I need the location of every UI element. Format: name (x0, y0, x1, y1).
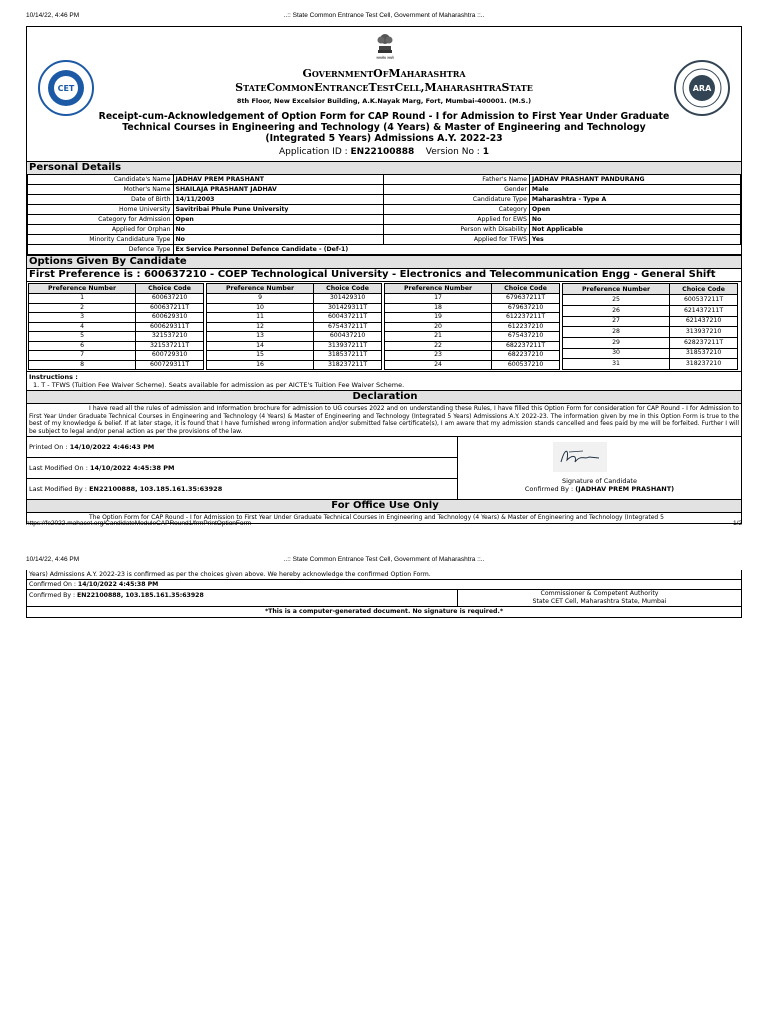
first-preference-label: First Preference is : (29, 269, 141, 280)
printed-on (27, 437, 457, 458)
field-value: JADHAV PREM PRASHANT (173, 175, 384, 185)
table-row (385, 351, 560, 361)
preference-number: 14 (207, 341, 314, 351)
office-confirmed-by-label: Confirmed By : (29, 592, 76, 599)
preference-number: 27 (563, 316, 670, 327)
choice-code: 600537210 (492, 360, 560, 370)
authority-line-1: Commissioner & Competent Authority (540, 590, 659, 597)
field-label: Home University (28, 205, 174, 215)
personal-row (28, 185, 741, 195)
choice-code-header: Choice Code (670, 284, 738, 295)
form-header (27, 27, 741, 161)
version-label: Version No : (425, 147, 480, 157)
field-label: Father's Name (384, 175, 530, 185)
preference-number: 12 (207, 322, 314, 332)
field-value: No (173, 235, 384, 245)
office-text-1: The Option Form for CAP Round - I for Admission to First Year Under Graduate Technical Courses in Engineering and Technology (4 Years) & Master of Engineering and Technology (Integrated 5 (27, 512, 741, 523)
table-row (29, 322, 204, 332)
confirmed-by-candidate (458, 485, 741, 493)
table-row (207, 313, 382, 323)
options-heading: Options Given By Candidate (27, 255, 741, 268)
choice-code: 321537211T (136, 341, 204, 351)
choice-code: 679637210 (492, 303, 560, 313)
declaration-text: I have read all the rules of admission and Information brochure for admission to UG courses 2022 and on understanding these Rules, I have filled this Option Form for consideration for CAP Round - I for Admission to First Year Under Graduate Technical Courses in Engineering and Technology (4 Years) & Master of Engineering and Technology (Integrated 5 Years) Admissions A.Y. 2022-23. The information given by me in this Option Form is true to the best of my knowledge & belief. If at later stage, it is found that I have furnished wrong information and/or submitted false certificate(s), I am aware that my admission stands cancelled and fees paid by me will be forfeited. Further I will be subject to legal and/or penal action as per the provisions of the law. (29, 405, 739, 435)
emblem-caption: सत्यमेव जयते (376, 56, 394, 60)
field-value: JADHAV PRASHANT PANDURANG (529, 175, 740, 185)
ara-logo-text: ARA (692, 84, 712, 93)
declaration-heading: Declaration (27, 390, 741, 403)
defence-value: Ex Service Personnel Defence Candidate - (Def-1) (173, 245, 741, 255)
confirmed-on-value: 14/10/2022 4:45:38 PM (77, 581, 159, 588)
option-form-page-2 (26, 570, 742, 618)
cet-cell-title: StateCommonEntranceTestCell,MaharashtraState (235, 81, 533, 94)
field-label: Applied for Orphan (28, 225, 174, 235)
last-modified-on (27, 458, 457, 479)
choice-code: 628237211T (670, 337, 738, 348)
signature-caption: Signature of Candidate (562, 477, 637, 486)
defence-label: Defence Type (28, 245, 174, 255)
personal-details-heading: Personal Details (27, 161, 741, 174)
field-label: Person with Disability (384, 225, 530, 235)
preference-number-header: Preference Number (563, 284, 670, 295)
choice-code: 600629310 (136, 313, 204, 323)
field-label: Candidate's Name (28, 175, 174, 185)
table-row (207, 332, 382, 342)
table-row (385, 360, 560, 370)
preference-number: 9 (207, 294, 314, 304)
table-row (385, 332, 560, 342)
choice-code: 600637211T (136, 303, 204, 313)
table-row (207, 294, 382, 304)
field-label: Candidature Type (384, 195, 530, 205)
choice-code: 600437210 (314, 332, 382, 342)
table-row (29, 294, 204, 304)
choice-code: 621437211T (670, 305, 738, 316)
personal-row (28, 235, 741, 245)
application-id-line (27, 147, 741, 157)
receipt-title: Receipt-cum-Acknowledgement of Option Form for CAP Round - I for Admission to First Year Under Graduate Technical Courses in Engineering and Technology (4 Years) & Master of Engineering and Technology (Integrated 5 Years) Admissions A.Y. 2022-23 (98, 111, 670, 144)
printed-on-label: Printed On : (29, 443, 68, 452)
preference-number: 6 (29, 341, 136, 351)
choice-code: 301429311T (314, 303, 382, 313)
table-row (563, 316, 738, 327)
preference-grid (27, 281, 741, 371)
choice-code: 318237210 (670, 359, 738, 370)
personal-row (28, 175, 741, 185)
table-row (207, 303, 382, 313)
field-label: Gender (384, 185, 530, 195)
preference-number: 4 (29, 322, 136, 332)
field-value: Savitribai Phule Pune University (173, 205, 384, 215)
last-modified-by (27, 479, 457, 499)
signature-block (458, 437, 741, 499)
preference-table (206, 283, 382, 370)
field-value: No (173, 225, 384, 235)
address: 8th Floor, New Excelsior Building, A.K.Nayak Marg, Fort, Mumbai-400001. (M.S.) (236, 97, 532, 105)
field-label: Category (384, 205, 530, 215)
field-value: Not Applicable (529, 225, 740, 235)
last-modified-on-value: 14/10/2022 4:45:38 PM (89, 464, 175, 473)
choice-code: 679637211T (492, 294, 560, 304)
choice-code: 600437211T (314, 313, 382, 323)
choice-code: 600537211T (670, 295, 738, 306)
confirmed-on (27, 580, 741, 590)
printed-on-value: 14/10/2022 4:46:43 PM (69, 443, 155, 452)
table-row (29, 332, 204, 342)
preference-number: 13 (207, 332, 314, 342)
table-row (563, 359, 738, 370)
print-datetime-2: 10/14/22, 4:46 PM (26, 556, 80, 563)
personal-row (28, 205, 741, 215)
preference-number-header: Preference Number (29, 284, 136, 294)
office-text-2: Years) Admissions A.Y. 2022-23 is confirmed as per the choices given above. We hereby acknowledge the confirmed Option Form. (27, 570, 741, 580)
choice-code: 600729310 (136, 351, 204, 361)
cet-logo-text: CET (57, 84, 75, 93)
personal-details-table (27, 174, 741, 255)
preference-number: 23 (385, 351, 492, 361)
preference-number: 16 (207, 360, 314, 370)
choice-code: 675437211T (314, 322, 382, 332)
table-row (29, 351, 204, 361)
instruction-item: 1. T - TFWS (Tuition Fee Waiver Scheme). Seats available for admission as per AICTE's Tuition Fee Waiver Scheme. (33, 381, 405, 389)
preference-number: 22 (385, 341, 492, 351)
preference-number: 21 (385, 332, 492, 342)
field-label: Applied for EWS (384, 215, 530, 225)
signature-icon (553, 442, 607, 472)
personal-row (28, 215, 741, 225)
print-title: ..:: State Common Entrance Test Cell, Government of Maharashtra ::.. (283, 12, 485, 19)
table-row (29, 303, 204, 313)
defence-row (28, 245, 741, 255)
office-confirmed-by-value: EN22100888, 103.185.161.35:63928 (77, 592, 204, 599)
first-preference-value: 600637210 - COEP Technological University - Electronics and Telecommunication Engg - General Shift (143, 269, 716, 280)
last-modified-by-value: EN22100888, 103.185.161.35:63928 (89, 485, 223, 494)
field-value: Open (173, 215, 384, 225)
choice-code: 321537210 (136, 332, 204, 342)
page-url: https://fe2022.mahacet.org/CandidateModuleCAPRound1/frmPrintOptionForm (26, 520, 252, 527)
choice-code: 318237211T (314, 360, 382, 370)
instructions (27, 371, 741, 390)
office-confirmed-by (27, 590, 457, 601)
print-footer (26, 520, 742, 527)
choice-code-header: Choice Code (492, 284, 560, 294)
table-row (563, 337, 738, 348)
choice-code: 318537211T (314, 351, 382, 361)
field-value: 14/11/2003 (173, 195, 384, 205)
choice-code: 318537210 (670, 348, 738, 359)
table-row (385, 341, 560, 351)
authority-block (458, 590, 741, 606)
table-row (385, 303, 560, 313)
table-row (385, 294, 560, 304)
preference-number: 28 (563, 327, 670, 338)
print-title-2: ..:: State Common Entrance Test Cell, Government of Maharashtra ::.. (283, 556, 485, 563)
preference-table (28, 283, 204, 370)
preference-number: 1 (29, 294, 136, 304)
field-label: Minority Candidature Type (28, 235, 174, 245)
authority-line-2: State CET Cell, Maharashtra State, Mumbai (532, 598, 667, 605)
choice-code: 301429310 (314, 294, 382, 304)
preference-number: 31 (563, 359, 670, 370)
office-use-heading: For Office Use Only (27, 499, 741, 512)
choice-code-header: Choice Code (136, 284, 204, 294)
preference-number: 11 (207, 313, 314, 323)
choice-code: 600629311T (136, 322, 204, 332)
table-row (207, 322, 382, 332)
preference-number: 2 (29, 303, 136, 313)
confirmed-by-label: Confirmed By : (524, 485, 574, 494)
version-number: 1 (482, 147, 489, 157)
choice-code: 675437210 (492, 332, 560, 342)
choice-code: 612237210 (492, 322, 560, 332)
field-label: Mother's Name (28, 185, 174, 195)
preference-number-header: Preference Number (207, 284, 314, 294)
preference-number: 19 (385, 313, 492, 323)
table-row (207, 341, 382, 351)
preference-number: 29 (563, 337, 670, 348)
field-label: Applied for TFWS (384, 235, 530, 245)
application-id: EN22100888 (350, 147, 415, 157)
candidate-signature-image (553, 442, 607, 472)
field-value: Maharashtra - Type A (529, 195, 740, 205)
preference-number: 18 (385, 303, 492, 313)
preference-number: 26 (563, 305, 670, 316)
table-row (385, 313, 560, 323)
choice-code-header: Choice Code (314, 284, 382, 294)
choice-code: 313937211T (314, 341, 382, 351)
table-row (207, 360, 382, 370)
preference-number: 30 (563, 348, 670, 359)
choice-code: 621437210 (670, 316, 738, 327)
table-row (385, 322, 560, 332)
last-modified-on-label: Last Modified On : (29, 464, 88, 473)
preference-number: 10 (207, 303, 314, 313)
table-row (29, 360, 204, 370)
field-label: Date of Birth (28, 195, 174, 205)
print-meta (27, 436, 741, 499)
last-modified-by-label: Last Modified By : (29, 485, 87, 494)
table-row (29, 341, 204, 351)
choice-code: 313937210 (670, 327, 738, 338)
personal-row (28, 195, 741, 205)
choice-code: 612237211T (492, 313, 560, 323)
field-value: Open (529, 205, 740, 215)
table-row (563, 327, 738, 338)
choice-code: 600729311T (136, 360, 204, 370)
preference-number: 5 (29, 332, 136, 342)
field-value: No (529, 215, 740, 225)
personal-row (28, 225, 741, 235)
table-row (563, 305, 738, 316)
table-row (563, 295, 738, 306)
instructions-heading: Instructions : (29, 373, 78, 381)
preference-number: 3 (29, 313, 136, 323)
government-title: GovernmentOfMaharashtra (302, 67, 466, 80)
application-id-label: Application ID : (279, 147, 348, 157)
computer-generated-note: *This is a computer-generated document. No signature is required.* (264, 608, 504, 615)
option-form-page-1 (26, 26, 742, 524)
table-row (563, 348, 738, 359)
table-row (207, 351, 382, 361)
choice-code: 682237210 (492, 351, 560, 361)
table-row (29, 313, 204, 323)
preference-table (384, 283, 560, 370)
preference-number-header: Preference Number (385, 284, 492, 294)
preference-table (562, 283, 738, 370)
preference-number: 17 (385, 294, 492, 304)
first-preference (27, 268, 741, 281)
field-label: Category for Admission (28, 215, 174, 225)
confirmed-by-value: (JADHAV PREM PRASHANT) (575, 485, 675, 494)
field-value: SHAILAJA PRASHANT JADHAV (173, 185, 384, 195)
preference-number: 25 (563, 295, 670, 306)
choice-code: 600637210 (136, 294, 204, 304)
field-value: Male (529, 185, 740, 195)
confirmed-on-label: Confirmed On : (29, 581, 76, 588)
state-emblem-icon (375, 30, 395, 60)
print-datetime: 10/14/22, 4:46 PM (26, 12, 80, 19)
preference-number: 24 (385, 360, 492, 370)
page-number: 1/2 (732, 520, 742, 527)
preference-number: 8 (29, 360, 136, 370)
choice-code: 682237211T (492, 341, 560, 351)
field-value: Yes (529, 235, 740, 245)
preference-number: 15 (207, 351, 314, 361)
preference-number: 20 (385, 322, 492, 332)
preference-number: 7 (29, 351, 136, 361)
